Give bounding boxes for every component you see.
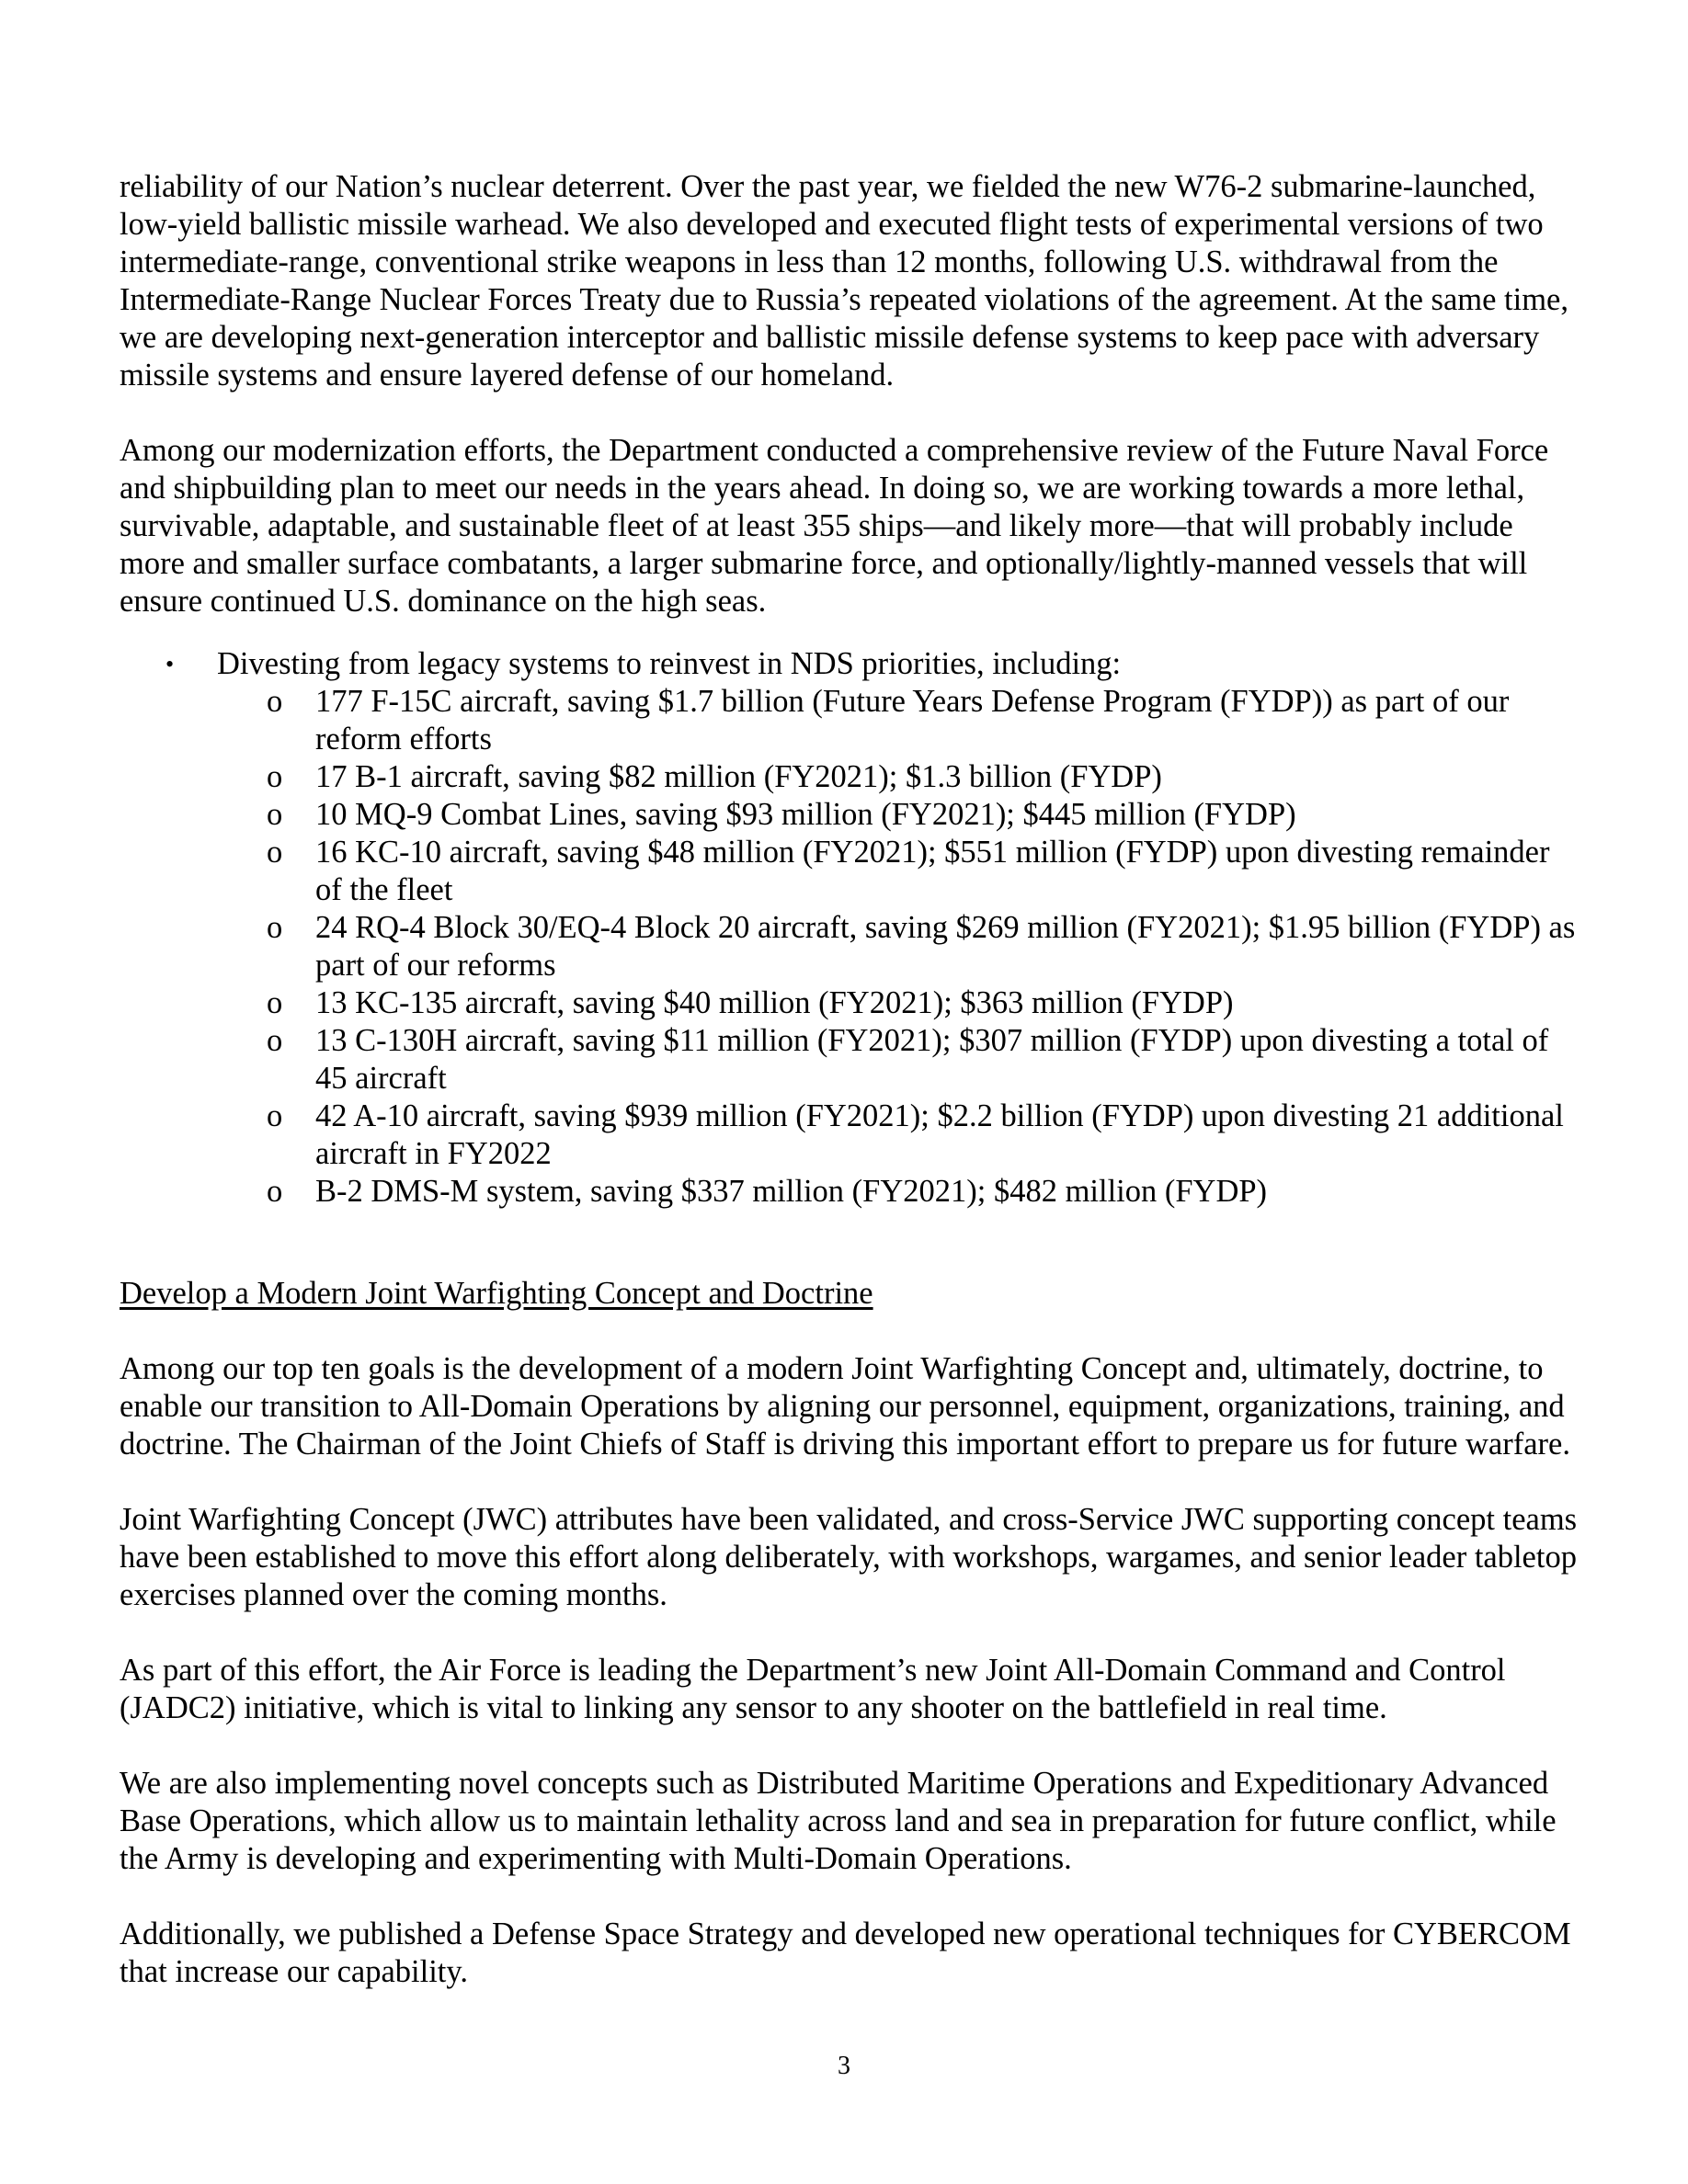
sub-bullet-icon: o: [267, 1023, 283, 1058]
page-body: [120, 168, 1581, 2029]
divestment-item: [120, 1022, 1581, 1098]
divestment-item-text: 17 B-1 aircraft, saving $82 million (FY2021); $1.3 billion (FYDP): [315, 759, 1162, 794]
divestment-item-text: 177 F-15C aircraft, saving $1.7 billion (Future Years Defense Program (FYDP)) as part of our reform efforts: [315, 684, 1510, 756]
sub-bullet-icon: o: [267, 684, 283, 719]
divestment-item-text: 42 A-10 aircraft, saving $939 million (FY2021); $2.2 billion (FYDP) upon divesting 21 additional aircraft in FY2022: [315, 1098, 1564, 1171]
paragraph-jwc-attributes: Joint Warfighting Concept (JWC) attributes have been validated, and cross-Service JWC supporting concept teams have been established to move this effort along deliberately, with workshops, wargames, and senior leader tabletop exercises planned over the coming months.: [120, 1502, 1578, 1612]
paragraph-joint-warfighting-goal: Among our top ten goals is the development of a modern Joint Warfighting Concept and, ultimately, doctrine, to enable our transition to All-Domain Operations by aligning our personnel, equipment, organizations, training, and doctrine. The Chairman of the Joint Chiefs of Staff is driving this important effort to prepare us for future warfare.: [120, 1351, 1570, 1462]
section-heading: Develop a Modern Joint Warfighting Concept and Doctrine: [120, 1276, 873, 1311]
page-number: 3: [838, 2052, 850, 2080]
divestment-item: [120, 909, 1581, 984]
divestment-bullet-text: Divesting from legacy systems to reinvest in NDS priorities, including:: [217, 646, 1122, 681]
divestment-item: [120, 683, 1581, 758]
divestment-bullet: [120, 645, 1581, 1211]
divestment-item-text: 16 KC-10 aircraft, saving $48 million (FY2021); $551 million (FYDP) upon divesting remainder of the fleet: [315, 835, 1550, 907]
divestment-item-text: B-2 DMS-M system, saving $337 million (FY2021); $482 million (FYDP): [315, 1174, 1268, 1209]
divestment-item: [120, 1098, 1581, 1173]
divestment-item: [120, 796, 1581, 834]
sub-bullet-icon: o: [267, 797, 283, 832]
divestment-item: [120, 758, 1581, 796]
divestment-bullet-list: [120, 645, 1581, 1211]
divestment-item-text: 13 KC-135 aircraft, saving $40 million (FY2021); $363 million (FYDP): [315, 985, 1234, 1020]
paragraph-novel-concepts: We are also implementing novel concepts such as Distributed Maritime Operations and Expeditionary Advanced Base Operations, which allow us to maintain lethality across land and sea in preparation for future conflict, while the Army is developing and experimenting with Multi-Domain Operations.: [120, 1766, 1557, 1876]
sub-bullet-icon: o: [267, 759, 283, 794]
divestment-item-text: 24 RQ-4 Block 30/EQ-4 Block 20 aircraft, saving $269 million (FY2021); $1.95 billion (FYDP) as part of our reforms: [315, 910, 1576, 983]
divestment-item: [120, 984, 1581, 1022]
bullet-icon: •: [165, 651, 175, 677]
divestment-sublist: [217, 683, 1581, 1211]
sub-bullet-icon: o: [267, 910, 283, 945]
divestment-item-text: 10 MQ-9 Combat Lines, saving $93 million (FY2021); $445 million (FYDP): [315, 797, 1296, 832]
sub-bullet-icon: o: [267, 835, 283, 870]
paragraph-space-strategy: Additionally, we published a Defense Space Strategy and developed new operational techniques for CYBERCOM that increase our capability.: [120, 1917, 1571, 1989]
divestment-item-text: 13 C-130H aircraft, saving $11 million (FY2021); $307 million (FYDP) upon divesting a total of 45 aircraft: [315, 1023, 1549, 1096]
sub-bullet-icon: o: [267, 1174, 283, 1209]
divestment-item: [120, 834, 1581, 909]
paragraph-nuclear-deterrent: reliability of our Nation’s nuclear deterrent. Over the past year, we fielded the new W76-2 submarine-launched, low-yield ballistic missile warhead. We also developed and executed flight tests of experimental versions of two intermediate-range, conventional strike weapons in less than 12 months, following U.S. withdrawal from the Intermediate-Range Nuclear Forces Treaty due to Russia’s repeated violations of the agreement. At the same time, we are developing next-generation interceptor and ballistic missile defense systems to keep pace with adversary missile systems and ensure layered defense of our homeland.: [120, 169, 1568, 392]
sub-bullet-icon: o: [267, 1098, 283, 1133]
divestment-item: [120, 1173, 1581, 1211]
sub-bullet-icon: o: [267, 985, 283, 1020]
paragraph-jadc2: As part of this effort, the Air Force is leading the Department’s new Joint All-Domain Command and Control (JADC2) initiative, which is vital to linking any sensor to any shooter on the battlefield in real time.: [120, 1653, 1506, 1725]
paragraph-naval-force: Among our modernization efforts, the Department conducted a comprehensive review of the Future Naval Force and shipbuilding plan to meet our needs in the years ahead. In doing so, we are working towards a more lethal, survivable, adaptable, and sustainable fleet of at least 355 ships—and likely more—that will probably include more and smaller surface combatants, a larger submarine force, and optionally/lightly-manned vessels that will ensure continued U.S. dominance on the high seas.: [120, 433, 1549, 619]
